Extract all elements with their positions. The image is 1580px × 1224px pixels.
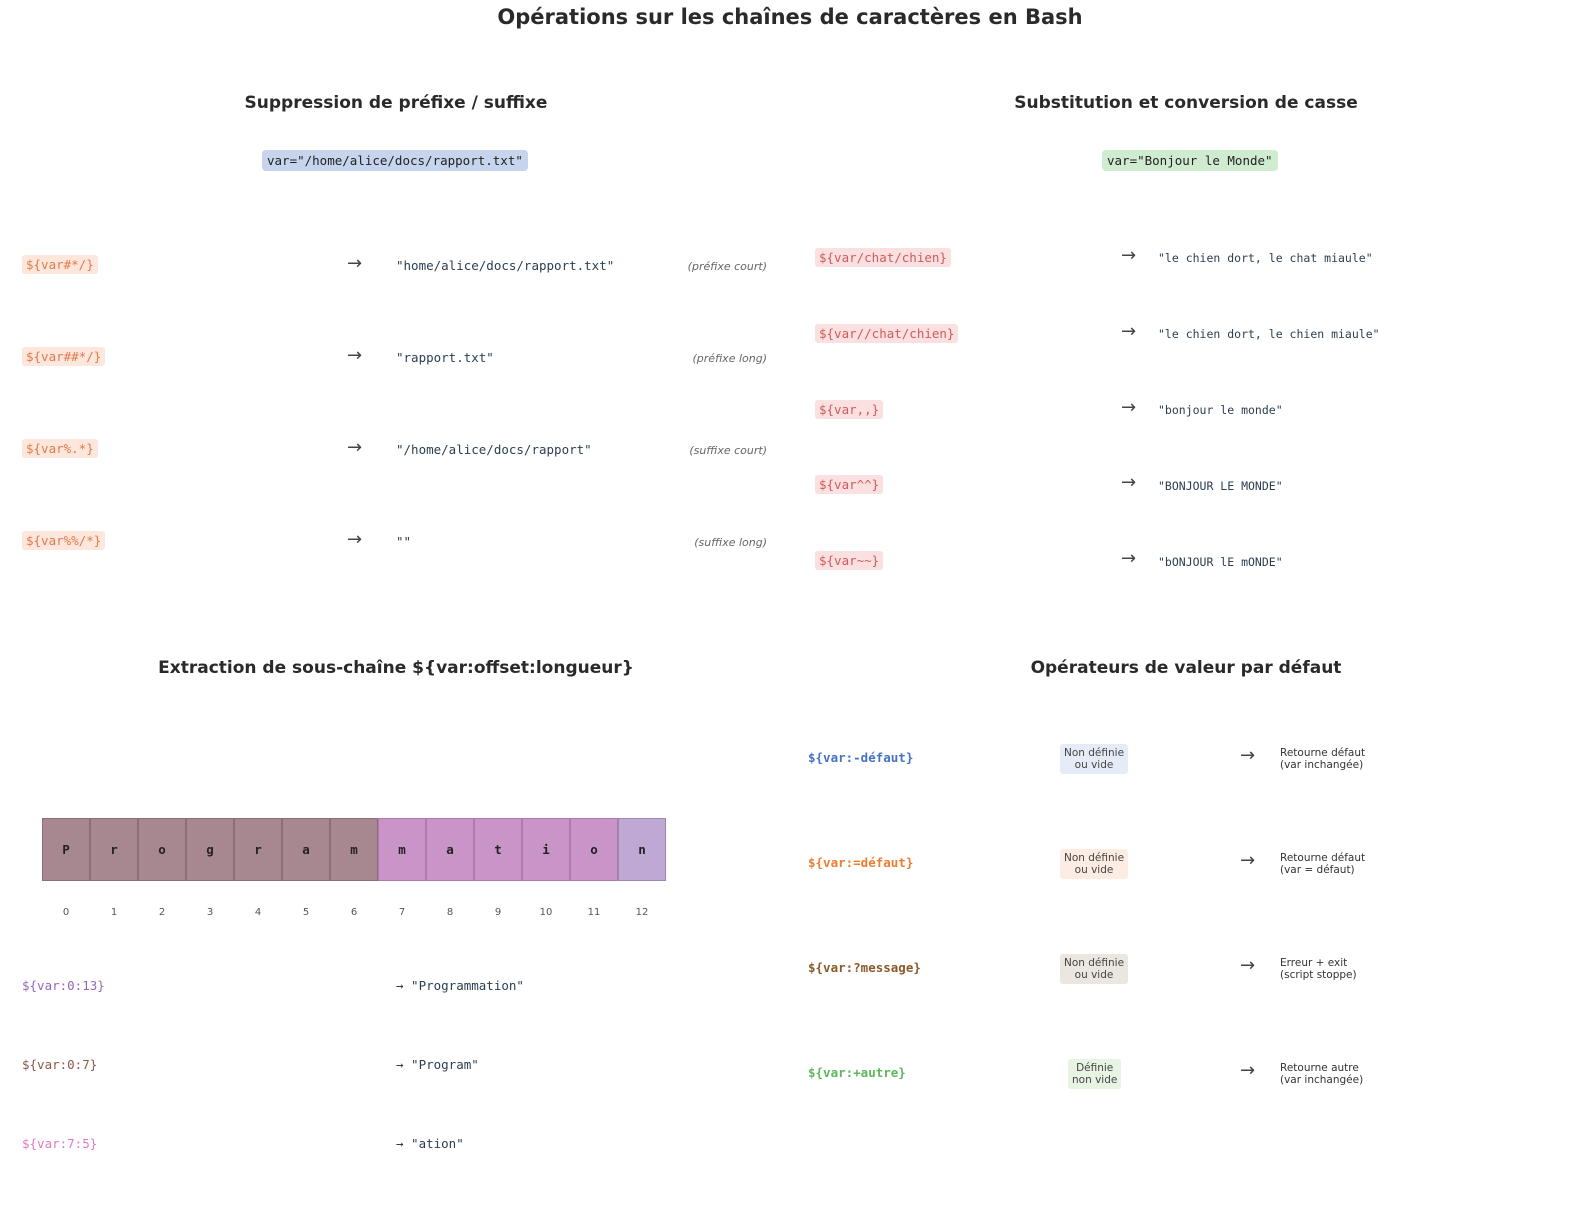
prefix-code: ${var%.*}: [22, 439, 98, 458]
prefix-code: ${var##*/}: [22, 347, 105, 366]
description-line: Retourne autre: [1280, 1062, 1359, 1074]
substring-code: ${var:7:5}: [22, 1136, 98, 1151]
index-label: 3: [206, 907, 214, 918]
arrow-icon: →: [347, 345, 363, 366]
arrow-icon: →: [1121, 321, 1137, 342]
arrow-icon: →: [1121, 472, 1137, 493]
condition-line: ou vide: [1074, 969, 1114, 982]
prefix-note: (préfixe long): [692, 352, 767, 365]
substring-code: ${var:0:13}: [22, 978, 105, 993]
condition-badge: [1060, 744, 1128, 774]
condition-badge: [1060, 954, 1128, 984]
character-cell: a: [426, 818, 474, 881]
index-label: 6: [350, 907, 358, 918]
prefix-code: ${var%%/*}: [22, 531, 105, 550]
prefix-var-declaration: var="/home/alice/docs/rapport.txt": [262, 150, 528, 171]
default-description: [1280, 957, 1357, 981]
character-cell: m: [330, 818, 378, 881]
condition-line: non vide: [1072, 1074, 1118, 1087]
arrow-icon: →: [1121, 548, 1137, 569]
default-code: ${var:?message}: [808, 960, 921, 975]
character-cell: i: [522, 818, 570, 881]
condition-line: Non définie: [1064, 747, 1125, 759]
substitution-title: Substitution et conversion de casse: [1014, 93, 1358, 113]
main-title: Opérations sur les chaînes de caractères en Bash: [497, 5, 1083, 29]
condition-badge: [1068, 1059, 1121, 1089]
substring-result: → "Programmation": [396, 978, 524, 993]
default-code: ${var:+autre}: [808, 1065, 906, 1080]
substring-result: → "ation": [396, 1136, 464, 1151]
arrow-icon: →: [347, 437, 363, 458]
substring-result: → "Program": [396, 1057, 479, 1072]
arrow-icon: →: [1121, 245, 1137, 266]
prefix-result: "": [396, 534, 412, 549]
description-line: Retourne défaut: [1280, 747, 1366, 759]
arrow-icon: →: [347, 529, 363, 550]
character-cell: P: [42, 818, 90, 881]
description-line: (var inchangée): [1280, 759, 1364, 772]
substitution-var-declaration: var="Bonjour le Monde": [1102, 150, 1278, 171]
substring-code: ${var:0:7}: [22, 1057, 98, 1072]
prefix-note: (suffixe court): [689, 444, 767, 457]
prefix-result: "rapport.txt": [396, 350, 494, 365]
substitution-result: "BONJOUR LE MONDE": [1158, 479, 1283, 493]
substring-title: Extraction de sous-chaîne ${var:offset:longueur}: [158, 658, 634, 678]
arrow-icon: →: [347, 253, 363, 274]
condition-line: ou vide: [1074, 864, 1114, 877]
prefix-suffix-title: Suppression de préfixe / suffixe: [244, 93, 548, 113]
arrow-icon: →: [1240, 1060, 1256, 1081]
index-label: 7: [398, 907, 406, 918]
description-line: (var inchangée): [1280, 1074, 1364, 1087]
arrow-icon: →: [1240, 955, 1256, 976]
index-label: 12: [635, 907, 649, 918]
index-label: 4: [254, 907, 262, 918]
default-description: [1280, 852, 1365, 876]
condition-line: Non définie: [1064, 957, 1125, 969]
character-cell: t: [474, 818, 522, 881]
character-cell: m: [378, 818, 426, 881]
character-cell: g: [186, 818, 234, 881]
substitution-code: ${var^^}: [815, 475, 883, 494]
substitution-result: "bonjour le monde": [1158, 403, 1283, 417]
arrow-icon: →: [1121, 397, 1137, 418]
arrow-icon: →: [1240, 745, 1256, 766]
condition-line: Non définie: [1064, 852, 1125, 864]
index-label: 10: [539, 907, 553, 918]
condition-line: Définie: [1076, 1062, 1114, 1074]
description-line: Retourne défaut: [1280, 852, 1366, 864]
arrow-icon: →: [1240, 850, 1256, 871]
character-cell: a: [282, 818, 330, 881]
character-cell: r: [234, 818, 282, 881]
defaults-title: Opérateurs de valeur par défaut: [1030, 658, 1342, 678]
character-cell: r: [90, 818, 138, 881]
default-code: ${var:=défaut}: [808, 855, 914, 870]
substitution-code: ${var,,}: [815, 400, 883, 419]
condition-badge: [1060, 849, 1128, 879]
default-description: [1280, 1062, 1363, 1086]
character-cell: o: [138, 818, 186, 881]
substitution-result: "le chien dort, le chat miaule": [1158, 251, 1373, 265]
index-label: 1: [110, 907, 118, 918]
index-label: 2: [158, 907, 166, 918]
character-cell: o: [570, 818, 618, 881]
default-description: [1280, 747, 1365, 771]
description-line: Erreur + exit: [1280, 957, 1348, 969]
description-line: (var = défaut): [1280, 864, 1355, 877]
index-label: 8: [446, 907, 454, 918]
substitution-code: ${var/chat/chien}: [815, 248, 951, 267]
index-label: 11: [587, 907, 601, 918]
prefix-result: "/home/alice/docs/rapport": [396, 442, 592, 457]
default-code: ${var:-défaut}: [808, 750, 914, 765]
substitution-result: "bONJOUR lE mONDE": [1158, 555, 1283, 569]
prefix-result: "home/alice/docs/rapport.txt": [396, 258, 615, 273]
substitution-code: ${var//chat/chien}: [815, 324, 958, 343]
index-label: 5: [302, 907, 310, 918]
index-label: 0: [62, 907, 70, 918]
character-cell: n: [618, 818, 666, 881]
prefix-note: (suffixe long): [694, 536, 767, 549]
condition-line: ou vide: [1074, 759, 1114, 772]
description-line: (script stoppe): [1280, 969, 1357, 982]
substitution-code: ${var~~}: [815, 551, 883, 570]
index-label: 9: [494, 907, 502, 918]
prefix-code: ${var#*/}: [22, 255, 98, 274]
prefix-note: (préfixe court): [687, 260, 767, 273]
substitution-result: "le chien dort, le chien miaule": [1158, 327, 1380, 341]
